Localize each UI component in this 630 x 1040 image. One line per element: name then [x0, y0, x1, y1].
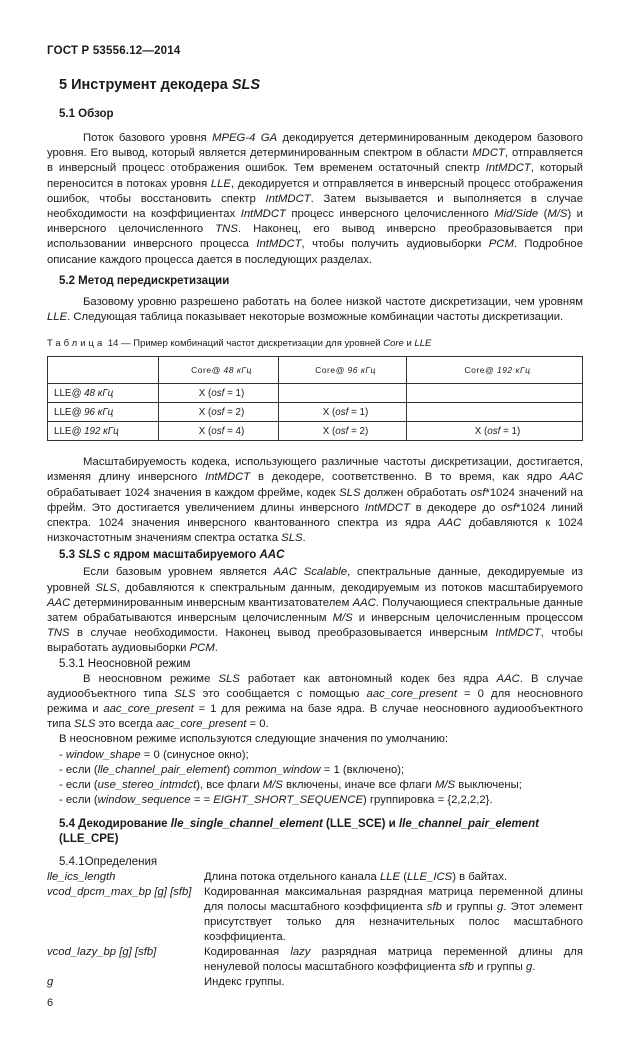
text-run: и инверсным целочисленным процессом	[352, 612, 583, 625]
text-run: , декодируется и отправляется в инверсный процесс отображения ошибок, чтобы восстановить спектр	[47, 177, 583, 205]
list-item	[47, 793, 583, 808]
text-run: ), все флаги	[196, 779, 263, 792]
italic-term: lle_channel_pair_element	[398, 817, 539, 830]
definition-item	[47, 945, 583, 975]
sampling-table	[47, 356, 583, 441]
table-cell	[279, 422, 407, 441]
text-run: Если базовым уровнем является	[83, 566, 274, 579]
list-item	[47, 748, 583, 763]
text-run: . Наконец, его вывод инверсно преобразовывается при использовании инверсного процесса	[47, 223, 583, 251]
italic-term: M/S	[547, 208, 568, 221]
text-run: Core	[191, 365, 212, 376]
table-cell	[279, 403, 407, 422]
paragraph-overview	[47, 131, 583, 268]
text-run: Core	[315, 365, 336, 376]
italic-term: osf	[470, 486, 486, 499]
text-run: ) и инверсного целочисленного	[47, 208, 583, 236]
table-cell	[48, 384, 159, 403]
text-run: -	[59, 748, 66, 761]
italic-term: osf	[211, 406, 225, 418]
table-cell	[159, 403, 279, 422]
italic-term: M/S	[434, 779, 456, 792]
text-run: - если (	[59, 763, 98, 776]
italic-term: AAC Scalable	[273, 566, 348, 579]
text-run: Core	[464, 365, 485, 376]
text-run: X (	[474, 425, 488, 437]
italic-term: SLS	[174, 687, 196, 700]
italic-term: @ 96 кГц	[335, 365, 376, 376]
section-5-2-heading: 5.2 Метод передискретизации	[59, 274, 230, 287]
document-page	[47, 0, 583, 1040]
text-run: = 2)	[348, 425, 369, 437]
italic-term: AAC	[47, 596, 71, 609]
italic-term: SLS	[281, 532, 303, 545]
definition-description	[204, 975, 583, 990]
text-run: , отправляется в инверсный процесс отображения ошибок. Тем временем остаточный спектр	[47, 147, 584, 175]
text-run: (LLE_CPE)	[59, 832, 119, 845]
text-run: , спектральные данные, декодируемые из уровней	[47, 566, 583, 594]
definition-description	[204, 885, 583, 945]
text-run: = 1)	[500, 425, 521, 437]
text-run: . Подробное описание каждого процесса дается в последующих разделах.	[47, 238, 583, 266]
text-run: ) в байтах.	[452, 870, 508, 883]
text-run: - если (	[59, 779, 98, 792]
text-run: = 0.	[246, 718, 269, 731]
table-body	[48, 384, 583, 441]
table-cell	[48, 403, 159, 422]
paragraph-defaults	[47, 732, 583, 747]
text-run: Поток базового уровня	[83, 132, 213, 144]
definition-term: g	[47, 975, 54, 988]
text-run: ) группировка = {2,2,2,2}.	[363, 794, 493, 807]
italic-term: osf	[487, 425, 501, 437]
italic-term: AAC	[438, 517, 462, 530]
section-5-3-1-heading: 5.3.1 Неосновной режим	[59, 657, 191, 670]
text-run: = 1 (включено);	[320, 763, 405, 776]
caption-text	[108, 338, 431, 349]
italic-term: osf	[335, 425, 349, 437]
italic-term: PCM	[488, 238, 514, 251]
italic-term: LLE_ICS	[406, 870, 453, 883]
text-run: разрядная матрица переменной длины для ненулевой полосы масштабного коэффициента	[204, 945, 584, 973]
text-run: X (	[322, 406, 336, 418]
italic-term: M/S	[262, 779, 283, 792]
page-number: 6	[47, 996, 54, 1009]
definition-item	[47, 975, 583, 990]
heading-text: 5 Инструмент декодера	[59, 77, 232, 93]
text-run: , добавляются к спектральным данным, декодируемым из потоков масштабируемого	[116, 581, 583, 594]
text-run: *1024 значений на фрейм. Это достигается увеличением длины инверсного	[47, 486, 583, 514]
text-run: В неосновном режиме используются следующие значения по умолчанию:	[59, 733, 449, 746]
table-cell	[407, 384, 583, 403]
italic-term: MDCT	[472, 147, 505, 160]
italic-term: @ 48 кГц	[71, 387, 114, 399]
text-run: и группы	[473, 960, 526, 973]
table-header-cell	[279, 357, 407, 384]
italic-term: IntMDCT	[495, 627, 541, 640]
italic-term: IntMDCT	[485, 162, 531, 175]
text-run: и	[403, 338, 415, 350]
text-run: Длина потока отдельного канала	[204, 870, 380, 883]
text-run: (LLE_SCE) и	[322, 817, 399, 830]
italic-term: use_stereo_intmdct	[97, 779, 197, 792]
text-run: и группы	[441, 900, 497, 913]
italic-term: aac_core_present	[155, 718, 247, 731]
text-run: обрабатывает 1024 значения в каждом фрейме, кодек	[47, 486, 340, 499]
text-run: Кодированная максимальная разрядная матрица переменной длины для полосы масштабного коэффициента	[204, 885, 583, 913]
italic-term: SLS	[95, 581, 117, 594]
italic-term: g	[525, 960, 533, 973]
text-run: декодируется детерминированным декодером базового уровня. Его вывод, который является детерминированным спектром в области	[47, 132, 583, 160]
text-run: = 0 для неосновного режима и	[47, 687, 583, 716]
text-run: . Этот элемент присутствует только для незначительных полос масштабного коэффициента.	[204, 900, 583, 943]
italic-term: SLS	[339, 486, 361, 499]
text-run: X (	[322, 425, 336, 437]
section-5-3-heading	[59, 548, 583, 563]
text-run: .	[214, 642, 218, 655]
table-cell	[407, 422, 583, 441]
italic-term: AAC	[559, 471, 583, 484]
text-run: LLE	[54, 425, 72, 437]
list-item	[47, 778, 583, 793]
standard-header: ГОСТ Р 53556.12—2014	[47, 45, 181, 57]
italic-term: IntMDCT	[205, 471, 251, 484]
text-run: с ядром масштабируемого	[100, 549, 260, 562]
text-run: это сообщается с помощью	[195, 687, 367, 700]
text-run: добавляются к 1024 низкочастотным значениям спектра остатка	[47, 517, 583, 545]
table-caption	[47, 337, 583, 350]
italic-term: IntMDCT	[256, 238, 302, 251]
heading-em: SLS	[231, 77, 261, 93]
italic-term: g	[496, 900, 504, 913]
italic-term: LLE	[379, 870, 401, 883]
text-run: , чтобы получить аудиовыборки	[301, 238, 489, 251]
text-run: в случае необходимости. Наконец вывод преобразовывается инверсным	[69, 627, 496, 640]
italic-term: LLE	[414, 338, 432, 350]
text-run: выключены;	[455, 779, 522, 792]
italic-term: osf	[211, 387, 225, 399]
list-item	[47, 763, 583, 778]
section-5-4-heading	[59, 817, 583, 847]
italic-term: MPEG-4 GA	[212, 132, 278, 144]
italic-term: IntMDCT	[265, 192, 311, 205]
italic-term: common_window	[233, 763, 321, 776]
italic-term: AAC	[496, 672, 520, 685]
italic-term: lle_channel_pair_element	[97, 763, 227, 776]
text-run: 14 — Пример комбинаций частот дискретизации для уровней	[107, 338, 384, 350]
italic-term: @ 192 кГц	[71, 425, 119, 437]
table-cell	[159, 384, 279, 403]
italic-term: osf	[500, 501, 517, 514]
table-cell	[407, 403, 583, 422]
definition-item	[47, 870, 583, 885]
text-run: *1024 линий спектра. 1024 значения инверсного квантованного спектра из ядра	[47, 501, 583, 530]
definition-description	[204, 870, 583, 885]
italic-term: LLE	[210, 177, 231, 190]
table-header-row	[48, 357, 583, 384]
text-run: . Затем вызывается и выполняется в случае необходимости на коэффициентах	[47, 192, 583, 221]
definition-item	[47, 885, 583, 945]
text-run: это всегда	[95, 718, 156, 731]
italic-term: sfb	[426, 900, 442, 913]
italic-term: @ 192 кГц	[484, 365, 531, 376]
section-5-heading	[59, 77, 583, 93]
text-run: . Следующая таблица показывает некоторые возможные комбинации частоты дискретизации.	[67, 311, 564, 324]
italic-term: @ 48 кГц	[211, 365, 252, 376]
table-header-cell	[159, 357, 279, 384]
italic-term: Core	[383, 338, 404, 350]
table-header-cell	[48, 357, 159, 384]
italic-term: aac_core_present	[366, 687, 457, 700]
definition-description	[204, 945, 583, 975]
text-run: - если (	[59, 794, 98, 807]
text-run: детерминированным инверсным квантизатователем	[70, 596, 353, 609]
paragraph-scalability	[47, 455, 583, 546]
italic-term: window_sequence = = EIGHT_SHORT_SEQUENCE	[97, 794, 364, 807]
text-run: = 0 (синусное окно);	[140, 748, 249, 761]
italic-term: @ 96 кГц	[71, 406, 114, 418]
table-row	[48, 403, 583, 422]
italic-term: lazy	[290, 945, 311, 958]
text-run: X (	[198, 387, 212, 399]
text-run: LLE	[54, 406, 72, 418]
text-run: = 1)	[224, 387, 245, 399]
italic-term: M/S	[332, 612, 353, 625]
text-run: X (	[198, 406, 212, 418]
paragraph-resampling	[47, 295, 583, 325]
italic-term: PCM	[189, 642, 215, 655]
text-run: работает как автономный кодек без ядра	[239, 672, 497, 685]
text-run: 5.4 Декодирование	[59, 817, 171, 830]
text-run: , который переносится в потоках уровня	[47, 162, 583, 190]
text-run: В неосновном режиме	[83, 672, 219, 685]
definition-term: vcod_dpcm_max_bp [g] [sfb]	[47, 885, 192, 898]
text-run: .	[302, 532, 306, 545]
italic-term: window_shape	[65, 748, 141, 761]
italic-term: lle_single_channel_element	[170, 817, 323, 830]
text-run: в декодере до	[409, 501, 501, 514]
text-run: )	[226, 763, 234, 776]
text-run: , чтобы выработать аудиовыборки	[47, 627, 583, 655]
table-cell	[159, 422, 279, 441]
text-run: = 4)	[224, 425, 245, 437]
text-run: 5.3	[59, 549, 79, 562]
text-run: Базовому уровню разрешено работать на более низкой частоте дискретизации, чем уровням	[83, 295, 583, 308]
text-run: .	[532, 960, 536, 973]
paragraph-non-core-mode	[47, 672, 583, 733]
italic-term: aac_core_present	[103, 703, 194, 716]
text-run: процесс инверсного целочисленного	[285, 208, 495, 221]
text-run: = 1 для режима на базе ядра. В случае неосновного аудиообъектного типа	[47, 703, 583, 731]
table-header-cell	[407, 357, 583, 384]
text-run: Масштабируемость кодека, использующего различные частоты дискретизации, достигается, изменяя длину инверсного	[47, 456, 583, 484]
italic-term: AAC	[352, 596, 376, 609]
italic-term: Mid/Side	[494, 208, 539, 221]
definition-term: lle_ics_length	[47, 870, 116, 883]
text-run: включены, иначе все флаги	[282, 779, 435, 792]
section-5-1-heading: 5.1 Обзор	[59, 108, 114, 120]
definitions-list	[47, 870, 583, 990]
text-run: = 2)	[224, 406, 245, 418]
italic-term: TNS	[215, 223, 238, 236]
text-run: = 1)	[348, 406, 369, 418]
text-run: . В случае аудиообъектного типа	[47, 672, 583, 700]
italic-term: TNS	[47, 627, 70, 640]
italic-term: SLS	[74, 718, 96, 731]
section-5-4-1-heading: 5.4.1Определения	[59, 855, 158, 868]
text-run: LLE	[54, 387, 72, 399]
caption-label: Таблица	[47, 338, 106, 350]
definition-term: vcod_lazy_bp [g] [sfb]	[47, 945, 157, 958]
text-run: . Получающиеся спектральные данные затем обрабатываются инверсным целочисленным	[47, 596, 583, 625]
italic-term: IntMDCT	[364, 501, 410, 514]
table-cell	[279, 384, 407, 403]
italic-term: osf	[335, 406, 349, 418]
paragraph-aac-scalable	[47, 565, 583, 656]
text-run: (	[400, 870, 407, 883]
italic-term: SLS	[78, 549, 101, 562]
text-run: (	[538, 208, 548, 221]
text-run: в декодере, соответственно. В то время, как ядро	[250, 471, 560, 484]
defaults-list	[47, 748, 583, 809]
italic-term: LLE	[47, 311, 68, 324]
table-row	[48, 384, 583, 403]
italic-term: IntMDCT	[240, 208, 286, 221]
italic-term: osf	[211, 425, 225, 437]
italic-term: sfb	[458, 960, 474, 973]
italic-term: SLS	[218, 672, 240, 685]
table-cell	[48, 422, 159, 441]
text-run: Кодированная	[204, 945, 291, 958]
table-row	[48, 422, 583, 441]
text-run: должен обработать	[360, 486, 471, 499]
italic-term: AAC	[259, 549, 285, 562]
text-run: X (	[198, 425, 212, 437]
text-run: Индекс группы.	[204, 975, 285, 988]
